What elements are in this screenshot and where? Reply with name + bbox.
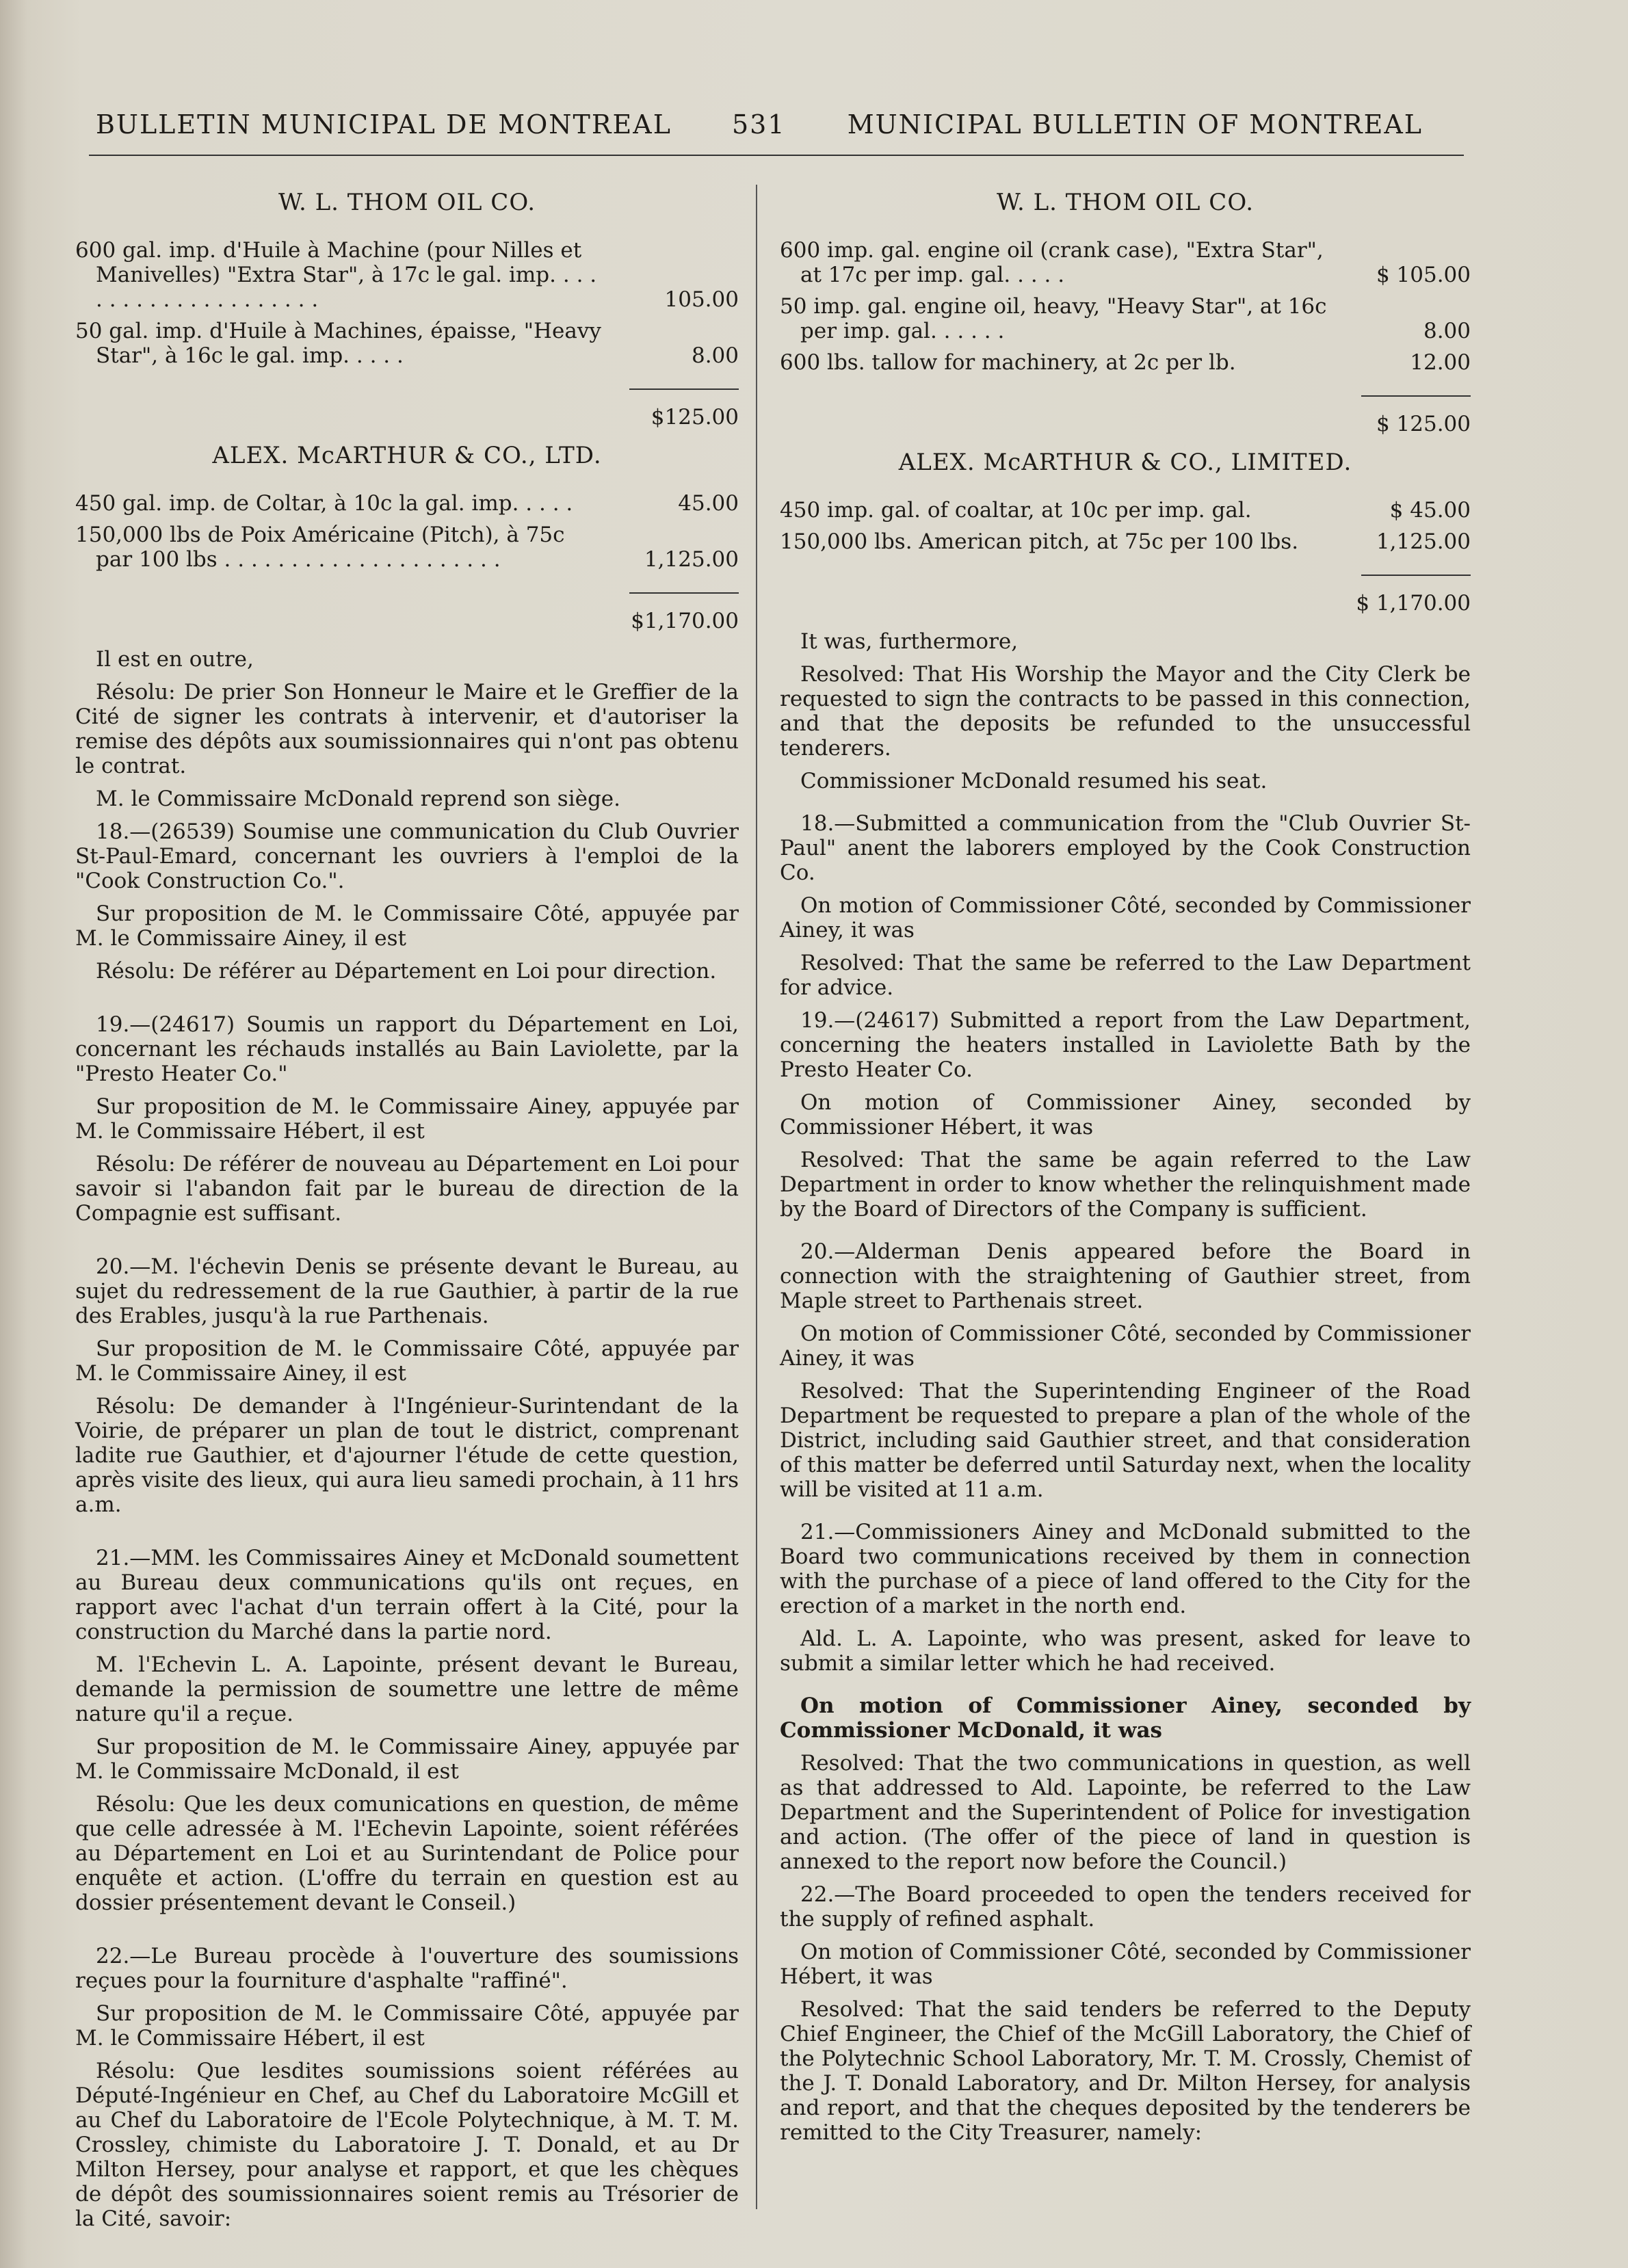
total-rule (1361, 575, 1471, 576)
thom-item-fr (75, 238, 739, 312)
total-rule (629, 388, 739, 390)
paragraph: On motion of Commissioner Côté, seconded by Commissioner Ainey, it was (780, 1321, 1471, 1371)
page-header (89, 103, 1423, 150)
total-rule (1361, 395, 1471, 397)
paragraph: It was, furthermore, (800, 629, 1019, 654)
paragraph: 20.—Alderman Denis appeared before the Board in connection with the straightening of Gauthier street, from Maple street to Parthenais street. (780, 1239, 1471, 1313)
english-column (780, 185, 1471, 2153)
paragraph: Résolu: De référer au Département en Loi pour direction. (96, 959, 717, 984)
paragraph: On motion of Commissioner Côté, seconded by Commissioner Ainey, it was (780, 893, 1471, 942)
paragraph: Resolved: That His Worship the Mayor and the City Clerk be requested to sign the contracts to be passed in this connection, and that the deposits be refunded to the unsuccessful tenderers. (780, 662, 1471, 761)
item-amount: 8.00 (1423, 319, 1471, 343)
paragraph: On motion of Commissioner Ainey, seconded by Commissioner McDonald, it was (780, 1693, 1471, 1743)
paragraph: 18.—(26539) Soumise une communication du Club Ouvrier St-Paul-Emard, concernant les ouvriers à l'emploi de la "Cook Construction Co.". (75, 819, 739, 893)
thom-heading-en: W. L. THOM OIL CO. (996, 189, 1255, 216)
paragraph: 20.—M. l'échevin Denis se présente devant le Bureau, au sujet du redressement de la rue Gauthier, à partir de la rue des Erables, jusqu'à la rue Parthenais. (75, 1254, 739, 1328)
item-text: 50 gal. imp. d'Huile à Machines, épaisse, "Heavy Star", à 16c le gal. imp. . . . . (75, 319, 601, 368)
paragraph: 19.—(24617) Soumis un rapport du Département en Loi, concernant les réchauds installés au Bain Laviolette, par la "Presto Heater Co." (75, 1012, 739, 1086)
column-divider (756, 185, 757, 2209)
paragraph: 18.—Submitted a communication from the "Club Ouvrier St-Paul" anent the laborers employed by the Cook Construction Co. (780, 811, 1471, 885)
item-amount: 1,125.00 (1376, 529, 1471, 554)
paragraph: 22.—The Board proceeded to open the tenders received for the supply of refined asphalt. (780, 1882, 1471, 1931)
mcarthur-heading-fr: ALEX. McARTHUR & CO., LTD. (212, 442, 602, 469)
item-text: 150,000 lbs. American pitch, at 75c per 100 lbs. (780, 529, 1299, 554)
item-text: 50 imp. gal. engine oil, heavy, "Heavy Star", at 16c per imp. gal. . . . . . (780, 294, 1327, 343)
thom-item-fr (75, 319, 739, 368)
paragraph: Sur proposition de M. le Commissaire Côté, appuyée par M. le Commissaire Ainey, il est (75, 901, 739, 951)
mcarthur-item-en (780, 529, 1471, 554)
paragraph: M. l'Echevin L. A. Lapointe, présent devant le Bureau, demande la permission de soumettre une lettre de même nature qu'il a reçue. (75, 1652, 739, 1726)
paragraph: 21.—MM. les Commissaires Ainey et McDonald soumettent au Bureau deux communications qu'ils ont reçues, en rapport avec l'achat d'un terrain offert à la Cité, pour la construction du Marché dans la partie nord. (75, 1546, 739, 1644)
spacer (75, 1234, 739, 1254)
paragraph: Résolu: Que les deux comunications en question, de même que celle adressée à M. l'Echevin Lapointe, soient référées au Département en Loi et au Surintendant de Police pour enquête et action. (L'offre du terrain en question est au dossier présentement devant le Conseil.) (75, 1792, 739, 1915)
mcarthur-item-fr (75, 491, 739, 516)
french-column (75, 185, 739, 2239)
paragraph: 21.—Commissioners Ainey and McDonald submitted to the Board two communications received by them in connection with the purchase of a piece of land offered to the City for the erection of a market in the north end. (780, 1520, 1471, 1618)
paragraph: M. le Commissaire McDonald reprend son siège. (96, 787, 621, 811)
header-french-title: BULLETIN MUNICIPAL DE MONTREAL (96, 109, 672, 140)
total-amount: $ 1,170.00 (1356, 591, 1471, 616)
item-amount: 45.00 (678, 491, 739, 516)
paragraph: Resolved: That the same be again referred to the Law Department in order to know whether the relinquishment made by the Board of Directors of the Company is sufficient. (780, 1148, 1471, 1222)
item-text: 600 lbs. tallow for machinery, at 2c per lb. (780, 350, 1236, 375)
mcarthur-total-en (780, 575, 1471, 616)
total-amount: $ 125.00 (1376, 412, 1471, 436)
paragraph: Resolved: That the said tenders be referred to the Deputy Chief Engineer, the Chief of the McGill Laboratory, the Chief of the Polytechnic School Laboratory, Mr. T. M. Crossly, Chemist of the J. T. Donald Laboratory, and Dr. Milton Hersey, for analysis and report, and that the cheques deposited by the tenderers be remitted to the City Treasurer, namely: (780, 1997, 1471, 2145)
paragraph: 19.—(24617) Submitted a report from the Law Department, concerning the heaters installed in Laviolette Bath by the Presto Heater Co. (780, 1008, 1471, 1082)
header-english-title: MUNICIPAL BULLETIN OF MONTREAL (847, 109, 1423, 140)
paragraph: Sur proposition de M. le Commissaire Ainey, appuyée par M. le Commissaire McDonald, il est (75, 1735, 739, 1784)
thom-item-en (780, 294, 1471, 343)
item-text: 450 imp. gal. of coaltar, at 10c per imp. gal. (780, 498, 1252, 523)
item-amount: 1,125.00 (644, 547, 739, 572)
item-amount: 12.00 (1410, 350, 1471, 375)
spacer (780, 802, 1471, 811)
paragraph: Commissioner McDonald resumed his seat. (800, 769, 1268, 793)
paragraph: On motion of Commissioner Côté, seconded by Commissioner Hébert, it was (780, 1940, 1471, 1989)
paragraph: Résolu: Que lesdites soumissions soient référées au Député-Ingénieur en Chef, au Chef du Laboratoire McGill et au Chef du Laboratoire de l'Ecole Polytechnique, à M. T. M. Crossley, chimiste du Laboratoire J. T. Donald, et au Dr Milton Hersey, pour analyse et rapport, et que les chèques de dépôt des soumissionnaires soient remis au Trésorier de la Cité, savoir: (75, 2059, 739, 2231)
paragraph: Resolved: That the Superintending Engineer of the Road Department be requested to prepare a plan of the whole of the District, including said Gauthier street, and that consideration of this matter be deferred until Saturday next, when the locality will be visited at 11 a.m. (780, 1379, 1471, 1502)
item-text: 600 gal. imp. d'Huile à Machine (pour Nilles et Manivelles) "Extra Star", à 17c le gal. imp. . . . . . . . . . . . . . . . . . . . . (75, 238, 597, 312)
header-rule (89, 155, 1464, 156)
thom-total-en (780, 395, 1471, 436)
item-amount: $ 105.00 (1376, 263, 1471, 287)
paragraph: Resolved: That the same be referred to the Law Department for advice. (780, 951, 1471, 1000)
thom-item-en (780, 238, 1471, 287)
spacer (780, 1230, 1471, 1239)
mcarthur-item-en (780, 498, 1471, 523)
mcarthur-total-fr (75, 592, 739, 633)
spacer (780, 1684, 1471, 1693)
spacer (75, 1525, 739, 1546)
total-amount: $125.00 (651, 405, 739, 430)
paragraph: Sur proposition de M. le Commissaire Côté, appuyée par M. le Commissaire Ainey, il est (75, 1336, 739, 1386)
thom-total-fr (75, 388, 739, 430)
item-text: 150,000 lbs de Poix Américaine (Pitch), à 75c par 100 lbs . . . . . . . . . . . . . . . . . . . . . (75, 523, 565, 572)
item-amount: $ 45.00 (1389, 498, 1471, 523)
spacer (75, 1923, 739, 1944)
paragraph: On motion of Commissioner Ainey, seconded by Commissioner Hébert, it was (780, 1090, 1471, 1139)
mcarthur-heading-en: ALEX. McARTHUR & CO., LIMITED. (898, 449, 1352, 476)
thom-heading-fr: W. L. THOM OIL CO. (278, 189, 536, 216)
spacer (75, 992, 739, 1012)
english-paragraphs (780, 629, 1471, 2145)
paragraph: Sur proposition de M. le Commissaire Côté, appuyée par M. le Commissaire Hébert, il est (75, 2001, 739, 2051)
item-amount: 105.00 (664, 287, 739, 312)
item-text: 600 imp. gal. engine oil (crank case), "Extra Star", at 17c per imp. gal. . . . . (780, 238, 1324, 287)
paragraph: Résolu: De prier Son Honneur le Maire et le Greffier de la Cité de signer les contrats à intervenir, et d'autoriser la remise des dépôts aux soumissionnaires qui n'ont pas obtenu le contrat. (75, 680, 739, 778)
spacer (780, 1510, 1471, 1520)
mcarthur-item-fr (75, 523, 739, 572)
item-amount: 8.00 (691, 343, 739, 368)
paragraph: Il est en outre, (96, 647, 254, 672)
paragraph: Résolu: De demander à l'Ingénieur-Surintendant de la Voirie, de préparer un plan de tout le district, comprenant ladite rue Gauthier, et d'ajourner l'étude de cette question, après visite des lieux, qui aura lieu samedi prochain, à 11 hrs a.m. (75, 1394, 739, 1517)
paragraph: Resolved: That the two communications in question, as well as that addressed to Ald. Lapointe, be referred to the Law Department and the Superintendent of Police for investigation and action. (The offer of the piece of land in question is annexed to the report now before the Council.) (780, 1751, 1471, 1874)
paragraph: Sur proposition de M. le Commissaire Ainey, appuyée par M. le Commissaire Hébert, il est (75, 1094, 739, 1144)
total-amount: $1,170.00 (631, 609, 739, 633)
item-text: 450 gal. imp. de Coltar, à 10c la gal. imp. . . . . (75, 491, 573, 516)
paragraph: Résolu: De référer de nouveau au Département en Loi pour savoir si l'abandon fait par le bureau de direction de la Compagnie est suffisant. (75, 1152, 739, 1226)
total-rule (629, 592, 739, 594)
paragraph: Ald. L. A. Lapointe, who was present, asked for leave to submit a similar letter which he had received. (780, 1626, 1471, 1676)
paragraph: 22.—Le Bureau procède à l'ouverture des soumissions reçues pour la fourniture d'asphalte "raffiné". (75, 1944, 739, 1993)
page-number: 531 (732, 109, 786, 140)
thom-item-en (780, 350, 1471, 375)
